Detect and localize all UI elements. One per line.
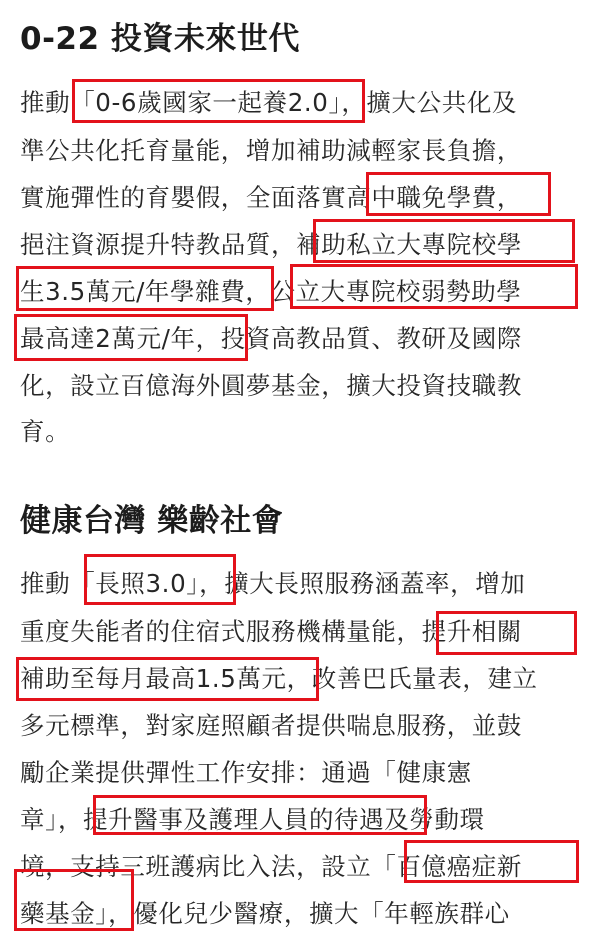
paragraph-line: 章」，提升醫事及護理人員的待遇及勞動環 — [20, 805, 485, 834]
paragraph-line: 挹注資源提升特教品質，補助私立大專院校學 — [20, 230, 522, 259]
paragraph-line: 勵企業提供彈性工作安排：通過「健康憲 — [20, 758, 472, 787]
paragraph-line: 推動「0-6歲國家一起養2.0」，擴大公共化及 — [20, 88, 518, 117]
section-title-future-generation: 0-22 投資未來世代 — [20, 21, 300, 57]
paragraph-line: 推動「長照3.0」，擴大長照服務涵蓋率，增加 — [20, 569, 526, 598]
paragraph-line: 境，支持三班護病比入法，設立「百億癌症新 — [20, 852, 522, 881]
paragraph-line: 實施彈性的育嬰假，全面落實高中職免學費， — [20, 183, 522, 212]
section-title-healthy-taiwan: 健康台灣 樂齡社會 — [20, 503, 284, 539]
paragraph-line: 最高達2萬元/年，投資高教品質、教研及國際 — [20, 324, 522, 353]
paragraph-line: 準公共化托育量能，增加補助減輕家長負擔， — [20, 136, 522, 165]
paragraph-line: 重度失能者的住宿式服務機構量能，提升相關 — [20, 617, 522, 646]
paragraph-line: 生3.5萬元/年學雜費，公立大專院校弱勢助學 — [20, 277, 522, 306]
paragraph-line: 化，設立百億海外圓夢基金，擴大投資技職教 — [20, 371, 522, 400]
paragraph-line: 多元標準，對家庭照顧者提供喘息服務，並鼓 — [20, 711, 522, 740]
paragraph-line: 藥基金」，優化兒少醫療，擴大「年輕族群心 — [20, 899, 510, 928]
paragraph-line: 育。 — [20, 417, 71, 446]
paragraph-line: 補助至每月最高1.5萬元，改善巴氏量表，建立 — [20, 664, 538, 693]
